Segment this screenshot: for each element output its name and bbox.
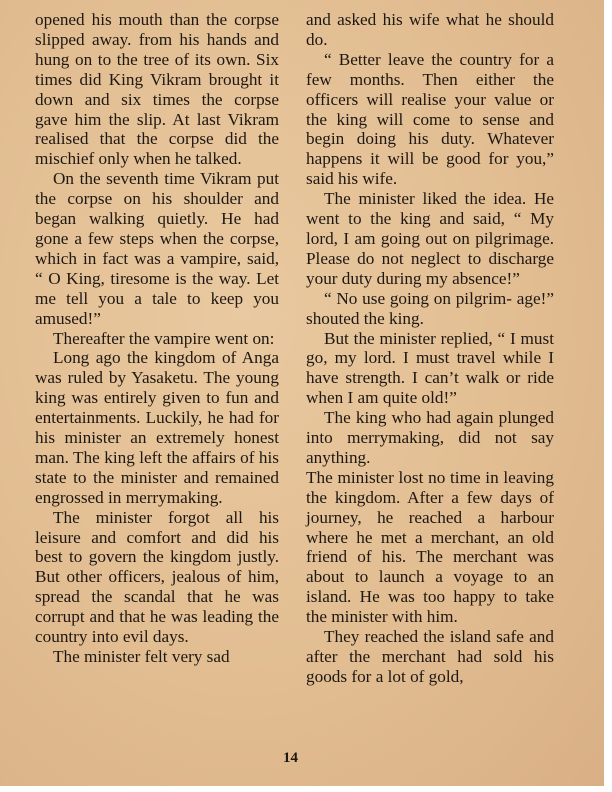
- paragraph: On the seventh time Vikram put the corpse on his shoulder and began walking quietly. He had gone a few steps when the corpse, which in fact was a vampire, said, “ O King, tiresome is the way. Let me tell you a tale to keep you amused!”: [35, 169, 279, 328]
- paragraph: opened his mouth than the corpse slipped away. from his hands and hung on to the tree of its own. Six times did King Vikram brought it down and six times the corpse gave him the slip. At last Vikram realised that the corpse did the mischief only when he talked.: [35, 10, 279, 169]
- right-column: [306, 10, 554, 687]
- paragraph: Long ago the kingdom of Anga was ruled by Yasaketu. The young king was entirely given to fun and entertainments. Luckily, he had for his minister an extremely honest man. The king left the affairs of his state to the minister and remained engrossed in merrymaking.: [35, 348, 279, 507]
- paragraph: They reached the island safe and after the merchant had sold his goods for a lot of gold,: [306, 627, 554, 686]
- paragraph: “ No use going on pilgrim- age!” shouted the king.: [306, 288, 554, 328]
- paragraph: The minister forgot all his leisure and comfort and did his best to govern the kingdom justly. But other officers, jealous of him, spread the scandal that he was corrupt and that he was leading the country into evil days.: [35, 507, 279, 647]
- paragraph: The king who had again plunged into merrymaking, did not say anything.: [306, 408, 554, 467]
- paragraph: “ Better leave the country for a few months. Then either the officers will realise your value or the king will come to sense and begin doing his duty. Whatever happens it will be good for you,” said his wife.: [306, 49, 554, 189]
- page-number: 14: [283, 750, 298, 766]
- paragraph: and asked his wife what he should do.: [306, 10, 554, 49]
- paragraph: The minister liked the idea. He went to the king and said, “ My lord, I am going out on pilgrimage. Please do not neglect to discharge your duty during my absence!”: [306, 189, 554, 288]
- paragraph: The minister lost no time in leaving the kingdom. After a few days of journey, he reached a harbour where he met a merchant, an old friend of his. The merchant was about to launch a voyage to an island. He was too happy to take the minister with him.: [306, 467, 554, 627]
- paragraph: But the minister replied, “ I must go, my lord. I must travel while I have strength. I can’t walk or ride when I am quite old!”: [306, 328, 554, 408]
- paragraph: The minister felt very sad: [53, 647, 230, 666]
- paragraph: Thereafter the vampire went on:: [53, 328, 275, 348]
- left-column: [35, 10, 279, 667]
